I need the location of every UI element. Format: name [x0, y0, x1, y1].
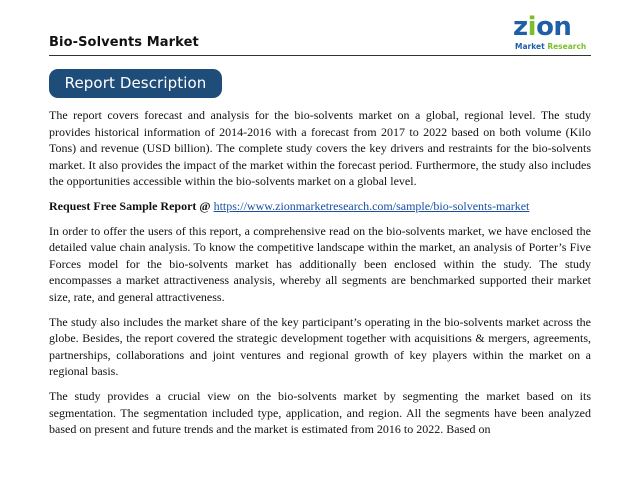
logo-wordmark-accent: i [527, 12, 537, 42]
paragraph-segmentation: The study provides a crucial view on the bio-solvents market by segmenting the market based on its segmentation. The segmentation included type, application, and region. All the segments have been analyzed based on present and future trends and the market is estimated from 2016 to 2022. Based on [49, 388, 591, 437]
sample-request-line [49, 198, 591, 215]
logo-subtitle-market: Market [515, 42, 545, 51]
paragraph-market-share: The study also includes the market share of the key participant’s operating in the bio-solvents market across the globe. Besides, the report covered the strategic development together with acquisitions & mergers, agreements, partnerships, collaborations and joint ventures and regional growth of key players within the market on a regional basis. [49, 314, 591, 379]
paragraph-value-chain: In order to offer the users of this report, a comprehensive read on the bio-solvents market, we have enclosed the detailed value chain analysis. To know the competitive landscape within the market, an analysis of Porter’s Five Forces model for the bio-solvents market has additionally been enclosed within the study. The study encompasses a market attractiveness analysis, whereby all segments are benchmarked supported their market size, rate, and general attractiveness. [49, 223, 591, 304]
report-body [49, 107, 591, 446]
sample-request-link[interactable]: https://www.zionmarketresearch.com/sample/bio-solvents-market [213, 198, 530, 213]
header-divider [49, 55, 591, 56]
zion-logo [513, 14, 595, 56]
paragraph-intro: The report covers forecast and analysis for the bio-solvents market on a global, regional level. The study provides historical information of 2014-2016 with a forecast from 2017 to 2022 based on both volume (Kilo Tons) and revenue (USD billion). The complete study covers the key drivers and restraints for the bio-solvents market. It also provides the impact of the market within the forecast period. Furthermore, the study also includes the opportunities accessible within the bio-solvents market on a global level. [49, 108, 591, 189]
report-description-banner: Report Description [49, 69, 222, 98]
logo-wordmark: zion [513, 12, 572, 42]
logo-subtitle-research: Research [547, 42, 587, 51]
sample-request-label: Request Free Sample Report @ [49, 198, 214, 213]
logo-subtitle [515, 42, 586, 51]
page-title: Bio-Solvents Market [49, 35, 199, 50]
